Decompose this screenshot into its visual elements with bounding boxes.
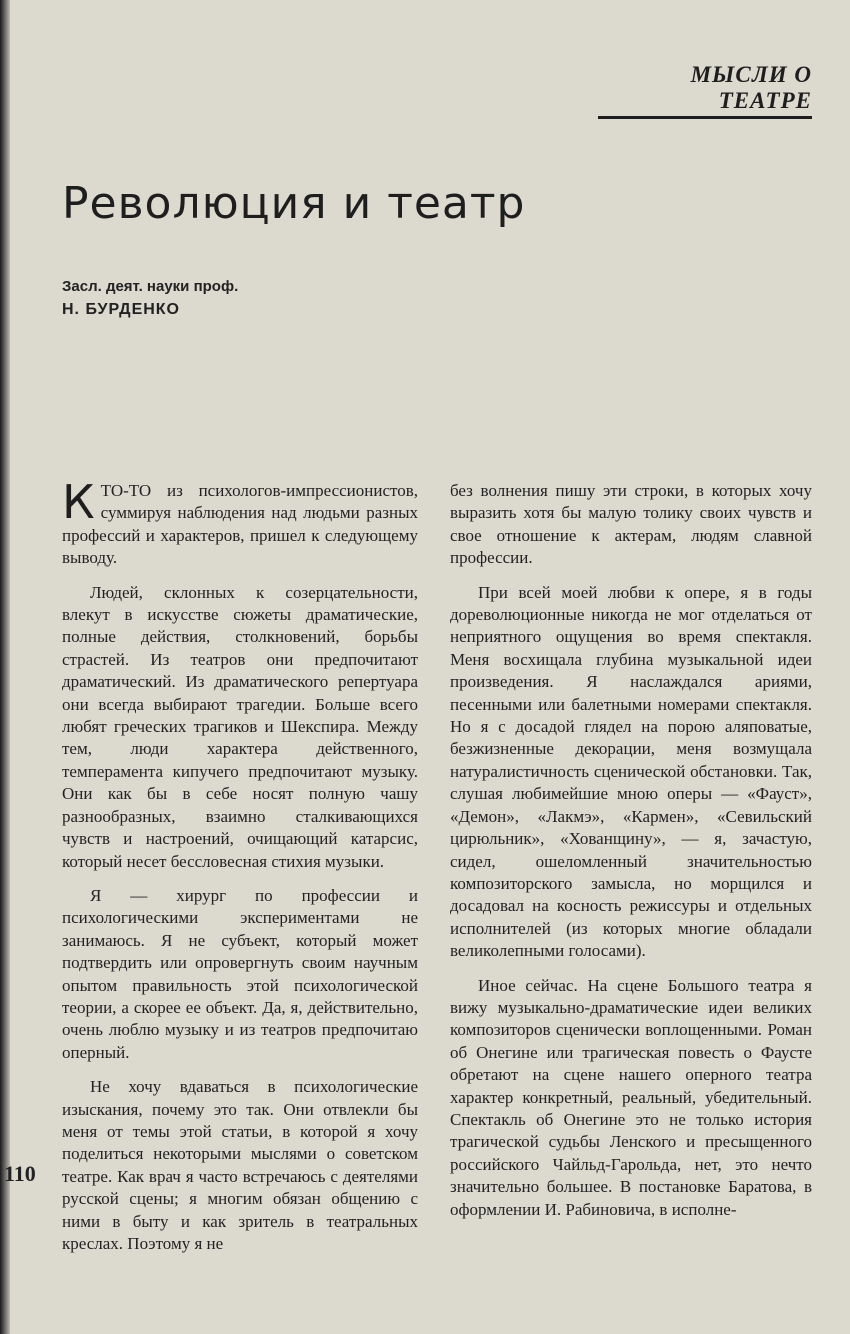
- paragraph: Я — хирург по профессии и психологическими экспериментами не занимаюсь. Я не субъект, который может подтвердить или опровергнуть своим научным опытом правильность этой психологической теории, а скорее ее объект. Да, я, действительно, очень люблю музыку и из театров предпочитаю оперный.: [62, 885, 418, 1062]
- author-name: Н. БУРДЕНКО: [62, 301, 180, 318]
- author-role: Засл. деят. науки проф.: [62, 278, 239, 295]
- paragraph: [62, 475, 418, 570]
- article-column-right: [450, 480, 812, 1233]
- section-header: МЫСЛИ О ТЕАТРЕ: [598, 62, 812, 119]
- page-number: 110: [4, 1161, 36, 1186]
- paragraph-text: ТО-ТО из психологов-импрессионистов, суммируя наблюдения над людьми разных профессий и характеров, пришел к следующему выводу.: [62, 481, 418, 568]
- paragraph: Людей, склонных к созерцательности, влекут в искусстве сюжеты драматические, полные действия, столкновений, борьбы страстей. Из театров они предпочитают драматический. Из драматического репертуара они всегда выбирают трагедии. Больше всего любят греческих трагиков и Шекспира. Между тем, люди характера действенного, темперамента кипучего предпочитают музыку. Они как бы в себе носят полную чашу разнообразных, взаимно сталкивающихся чувств и настроений, очищающий катарсис, который несет бессловесная стихия музыки.: [62, 582, 418, 871]
- drop-cap: К: [62, 475, 95, 529]
- paragraph: Не хочу вдаваться в психологические изыскания, почему это так. Они отвлекли бы меня от темы этой статьи, в которой я хочу поделиться некоторыми мыслями о советском театре. Как врач я часто встречаюсь с деятелями русской сцены; я многим обязан общению с ними в быту и как зритель в театральных креслах. Поэтому я не: [62, 1077, 418, 1253]
- article-column-left: [62, 475, 418, 1267]
- article-title: Революция и театр: [62, 178, 526, 229]
- page-binding-edge: [0, 0, 10, 1334]
- paragraph: без волнения пишу эти строки, в которых хочу выразить хотя бы малую толику своих чувств и свое отношение к актерам, людям славной профессии.: [450, 481, 812, 568]
- paragraph: При всей моей любви к опере, я в годы дореволюционные никогда не мог отделаться от неприятного ощущения во время спектакля. Меня восхищала глубина музыкальной идеи произведения. Я наслаждался ариями, песенными или балетными номерами спектакля. Но я с досадой глядел на порою аляповатые, безжизненные декорации, меня возмущала натуралистичность сценической обстановки. Так, слушая любимейшие мною оперы — «Фауст», «Демон», «Лакмэ», «Кармен», «Севильский цирюльник», «Хованщину», — я, зачастую, сидел, ошеломленный значительностью композиторского замысла, но морщился и досадовал на косность режиссуры и отдельных исполнителей (из которых многие обладали великолепными голосами).: [450, 582, 812, 961]
- paragraph: Иное сейчас. На сцене Большого театра я вижу музыкально-драматические идеи великих композиторов сценически воплощенными. Роман об Онегине или трагическая повесть о Фаусте обретают на сцене нашего оперного театра характер конкретный, реальный, убедительный. Спектакль об Онегине это не только история трагической судьбы Ленского и пресыщенного российского Чайльд-Гарольда, нет, это нечто значительно большее. В постановке Баратова, в оформлении И. Рабиновича, в исполне-: [450, 975, 812, 1219]
